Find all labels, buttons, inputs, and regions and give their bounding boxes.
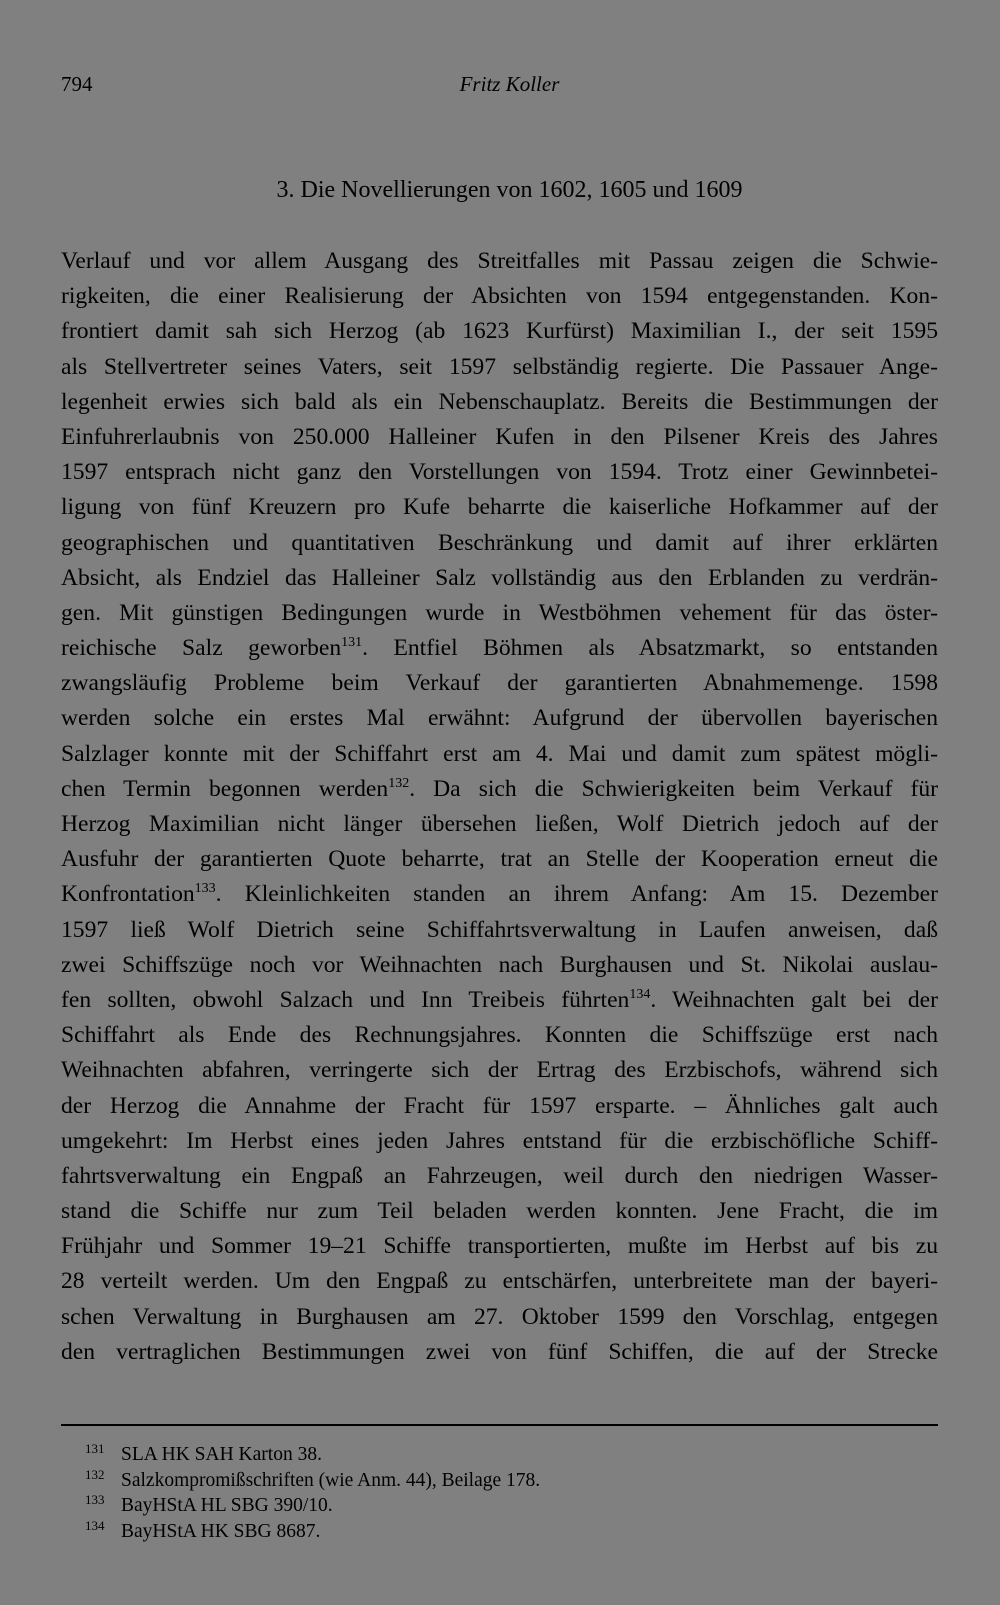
text-line: zwangsläufig Probleme beim Verkauf der garantierten Abnahmemenge. 1598 [61,670,938,697]
footnotes [85,1442,885,1544]
text-line: umgekehrt: Im Herbst eines jeden Jahres entstand für die erzbischöfliche Schiff- [61,1127,938,1154]
section-heading: 3. Die Novellierungen von 1602, 1605 und 1609 [276,177,743,203]
text-line: stand die Schiffe nur zum Teil beladen werden konnten. Jene Fracht, die im [61,1198,938,1225]
footnote-text: SLA HK SAH Karton 38. [121,1444,322,1465]
text-line [61,983,938,1018]
text-line: fahrtsverwaltung ein Engpaß an Fahrzeugen, weil durch den niedrigen Wasser- [61,1162,938,1189]
page-number: 794 [61,72,93,96]
text-fragment: . Kleinlichkeiten standen an ihrem Anfang: Am 15. Dezember [215,881,938,908]
text-line: rigkeiten, die einer Realisierung der Absichten von 1594 entgegenstanden. Kon- [61,283,938,310]
text-line [61,877,938,912]
text-line: 1597 entsprach nicht ganz den Vorstellungen von 1594. Trotz einer Gewinnbetei- [61,459,938,486]
footnote-text: BayHStA HL SBG 390/10. [121,1495,333,1516]
text-line: geographischen und quantitativen Beschränkung und damit auf ihrer erklärten [61,529,938,556]
text-line: der Herzog die Annahme der Fracht für 1597 ersparte. – Ähnliches galt auch [61,1092,938,1119]
body-paragraph [61,244,938,1370]
running-title: Fritz Koller [459,72,560,96]
footnote-ref-134[interactable]: 134 [629,986,651,1002]
text-fragment: chen Termin begonnen werden [61,775,389,802]
footnote: 133 BayHStA HL SBG 390/10. [85,1492,333,1516]
footnote-ref-131[interactable]: 131 [341,635,363,651]
text-line: legenheit erwies sich bald als ein Nebenschauplatz. Bereits die Bestimmungen der [61,388,938,415]
footnote: 132 Salzkompromißschriften (wie Anm. 44), Beilage 178. [85,1466,541,1491]
text-line: 1597 ließ Wolf Dietrich seine Schiffahrtsverwaltung in Laufen anweisen, daß [61,916,938,943]
text-line: den vertraglichen Bestimmungen zwei von fünf Schiffen, die auf der Strecke [61,1338,938,1365]
text-fragment: fen sollten, obwohl Salzach und Inn Treibeis führten [61,986,630,1013]
text-line: Herzog Maximilian nicht länger übersehen ließen, Wolf Dietrich jedoch auf der [61,811,938,837]
footnote-text: Salzkompromißschriften (wie Anm. 44), Beilage 178. [121,1469,541,1491]
text-line: gen. Mit günstigen Bedingungen wurde in Westböhmen vehement für das öster- [61,599,938,626]
text-line: Absicht, als Endziel das Halleiner Salz vollständig aus den Erblanden zu verdrän- [61,564,938,591]
text-fragment: . Weihnachten galt bei der [650,986,938,1013]
text-line: schen Verwaltung in Burghausen am 27. Oktober 1599 den Vorschlag, entgegen [61,1303,938,1330]
text-line: 28 verteilt werden. Um den Engpaß zu entschärfen, unterbreitete man der bayeri- [61,1268,938,1295]
text-fragment: reichische Salz geworben [61,635,342,662]
page-header [61,72,938,102]
text-line: als Stellvertreter seines Vaters, seit 1597 selbständig regierte. Die Passauer Ange- [61,353,938,380]
text-line: ligung von fünf Kreuzern pro Kufe beharrte die kaiserliche Hofkammer auf der [61,494,938,521]
text-line: frontiert damit sah sich Herzog (ab 1623 Kurfürst) Maximilian I., der seit 1595 [61,318,938,345]
text-line: Weihnachten abfahren, verringerte sich der Ertrag des Erzbischofs, während sich [61,1057,938,1084]
text-fragment: . Entfiel Böhmen als Absatzmarkt, so entstanden [362,635,938,662]
text-line [61,772,938,807]
footnote-ref-132[interactable]: 132 [388,775,410,791]
footnote-ref-133[interactable]: 133 [194,881,216,897]
text-line: Einfuhrerlaubnis von 250.000 Halleiner Kufen in den Pilsener Kreis des Jahres [61,423,938,450]
text-line: werden solche ein erstes Mal erwähnt: Aufgrund der übervollen bayerischen [61,705,938,732]
text-line: Frühjahr und Sommer 19–21 Schiffe transportierten, mußte im Herbst auf bis zu [61,1233,938,1260]
text-line: Verlauf und vor allem Ausgang des Streitfalles mit Passau zeigen die Schwie- [61,248,938,274]
text-line [61,631,938,666]
footnote: 134 BayHStA HK SBG 8687. [85,1517,321,1542]
footnote-divider [61,1424,938,1426]
text-line: zwei Schiffszüge noch vor Weihnachten nach Burghausen und St. Nikolai auslau- [61,951,938,978]
text-line: Ausfuhr der garantierten Quote beharrte, trat an Stelle der Kooperation erneut die [61,846,938,873]
text-fragment: . Da sich die Schwierigkeiten beim Verkauf für [409,775,938,802]
footnote-text: BayHStA HK SBG 8687. [121,1520,321,1542]
text-line: Salzlager konnte mit der Schiffahrt erst am 4. Mai und damit zum spätest mögli- [61,740,938,767]
text-line: Schiffahrt als Ende des Rechnungsjahres. Konnten die Schiffszüge erst nach [61,1022,938,1049]
footnote: 131 SLA HK SAH Karton 38. [85,1441,322,1465]
text-fragment: Konfrontation [61,881,195,908]
